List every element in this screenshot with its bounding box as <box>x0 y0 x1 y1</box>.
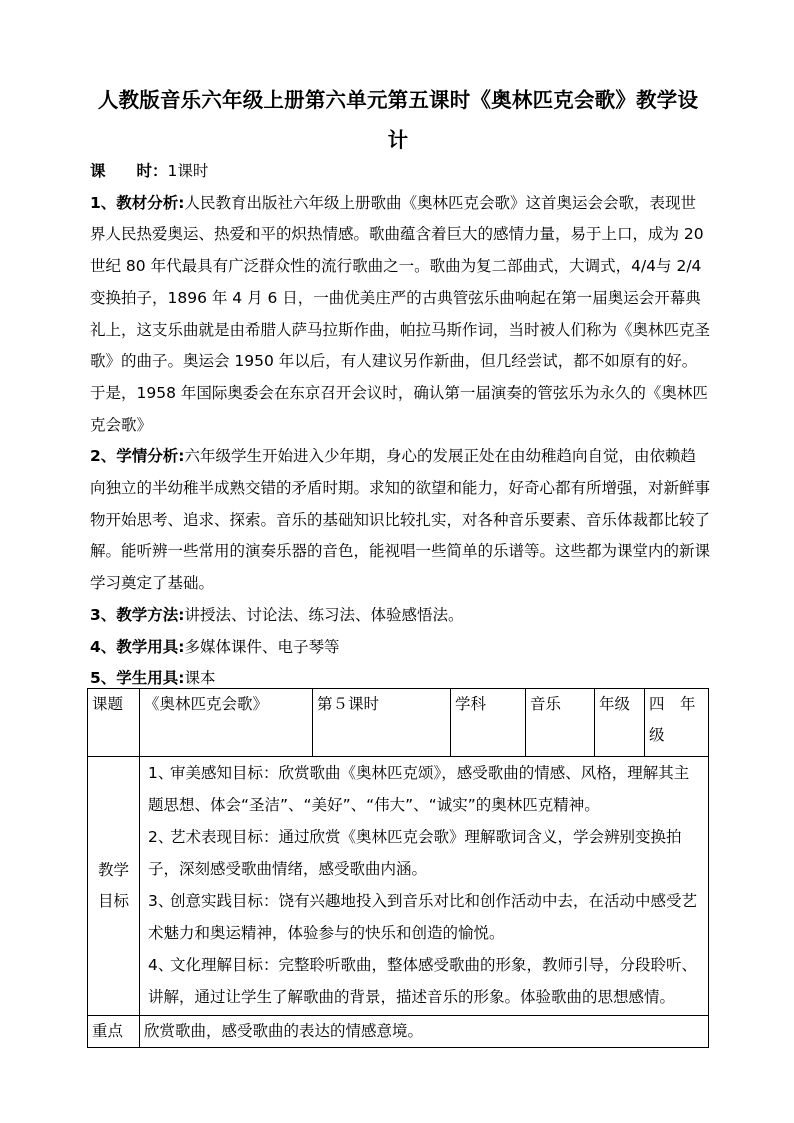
goal-text: 文化理解目标：完整聆听歌曲，整体感受歌曲的形象，教师引导，分段聆听、讲解，通过让学生了解歌曲的背景，描述音乐的形象。体验歌曲的思想感情。 <box>148 956 698 1006</box>
cell-subject-value: 音乐 <box>526 689 595 757</box>
cell-grade-label: 年级 <box>595 689 645 757</box>
section-teaching-tools <box>90 632 710 664</box>
goal-text: 审美感知目标：欣赏歌曲《奥林匹克颂》，感受歌曲的情感、风格，理解其主题思想、体会“圣洁”、“美好”、“伟大”、“诚实”的奥林匹克精神。 <box>148 764 690 814</box>
cell-key-text: 欣赏歌曲，感受歌曲的表达的情感意境。 <box>140 1016 709 1048</box>
document-title <box>88 80 708 160</box>
class-hours-value: 1课时 <box>167 162 209 180</box>
table-row-key-point <box>88 1016 709 1048</box>
section-textbook-analysis <box>90 188 710 442</box>
goal-item <box>144 757 704 821</box>
class-hours-line <box>90 156 710 188</box>
section-teaching-methods <box>90 600 710 632</box>
cell-subject-label: 学科 <box>451 689 526 757</box>
table-row-topic <box>88 689 709 757</box>
section-student-analysis <box>90 441 710 600</box>
goal-item <box>144 821 704 885</box>
section-text: 讲授法、讨论法、练习法、体验感悟法。 <box>184 605 464 624</box>
document-body <box>90 156 710 695</box>
goal-number: 2、 <box>148 828 174 846</box>
goal-number: 4、 <box>148 956 174 974</box>
lesson-table <box>87 688 709 1048</box>
goal-item <box>144 885 704 949</box>
title-line-2: 计 <box>387 128 409 152</box>
goal-item <box>144 949 704 1013</box>
cell-goals-label: 教学目标 <box>88 757 140 1016</box>
section-text: 六年级学生开始进入少年期，身心的发展正处在由幼稚趋向自觉，由依赖趋向独立的半幼稚半成熟交错的矛盾时期。求知的欲望和能力，好奇心都有所增强，对新鲜事物开始思考、追求、探索。音乐的基础知识比较扎实，对各种音乐要素、音乐体裁都比较了解。能听辨一些常用的演奏乐器的音色，能视唱一些简单的乐谱等。这些都为课堂内的新课学习奠定了基础。 <box>90 447 711 593</box>
cell-goals-content <box>140 757 709 1016</box>
class-hours-label: 课 时： <box>90 162 168 180</box>
goal-number: 3、 <box>148 892 174 910</box>
cell-grade-value: 四 年级 <box>645 689 709 757</box>
section-text: 人民教育出版社六年级上册歌曲《奥林匹克会歌》这首奥运会会歌，表现世界人民热爱奥运、热爱和平的炽热情感。歌曲蕴含着巨大的感情力量，易于上口，成为 20 世纪 80 年代最具有广泛群众性的流行歌曲之一。歌曲为复二部曲式，大调式，4/4与 2/4 变换拍子，1896 年 4 月 6 日，一曲优美庄严的古典管弦乐曲响起在第一届奥运会开幕典礼上，这支乐曲就是由希腊人萨马拉斯作曲，帕拉马斯作词，当时被人们称为《奥林匹克圣歌》的曲子。奥运会 1950 年以后，有人建议另作新曲，但几经尝试，都不如原有的好。于是，1958 年国际奥委会在东京召开会议时，确认第一届演奏的管弦乐为永久的《奥林匹克会歌》 <box>90 193 711 434</box>
title-line-1: 人教版音乐六年级上册第六单元第五课时《奥林匹克会歌》教学设 <box>97 88 699 112</box>
cell-lesson-number: 第５课时 <box>313 689 451 757</box>
section-heading: 1、教材分析: <box>90 193 185 212</box>
goal-text: 艺术表现目标：通过欣赏《奥林匹克会歌》理解歌词含义，学会辨别变换拍子，深刻感受歌曲情绪，感受歌曲内涵。 <box>148 828 682 878</box>
table-row-goals <box>88 757 709 1016</box>
section-text: 课本 <box>184 669 216 688</box>
cell-topic-value: 《奥林匹克会歌》 <box>140 689 313 757</box>
goal-number: 1、 <box>148 764 174 782</box>
cell-key-label: 重点 <box>88 1016 140 1048</box>
section-heading: 5、学生用具: <box>90 669 185 688</box>
cell-topic-label: 课题 <box>88 689 140 757</box>
section-text: 多媒体课件、电子琴等 <box>184 637 340 656</box>
section-heading: 4、教学用具: <box>90 637 185 656</box>
section-heading: 3、教学方法: <box>90 605 185 624</box>
goal-text: 创意实践目标：饶有兴趣地投入到音乐对比和创作活动中去，在活动中感受艺术魅力和奥运精神，体验参与的快乐和创造的愉悦。 <box>148 892 698 942</box>
section-heading: 2、学情分析: <box>90 447 185 466</box>
